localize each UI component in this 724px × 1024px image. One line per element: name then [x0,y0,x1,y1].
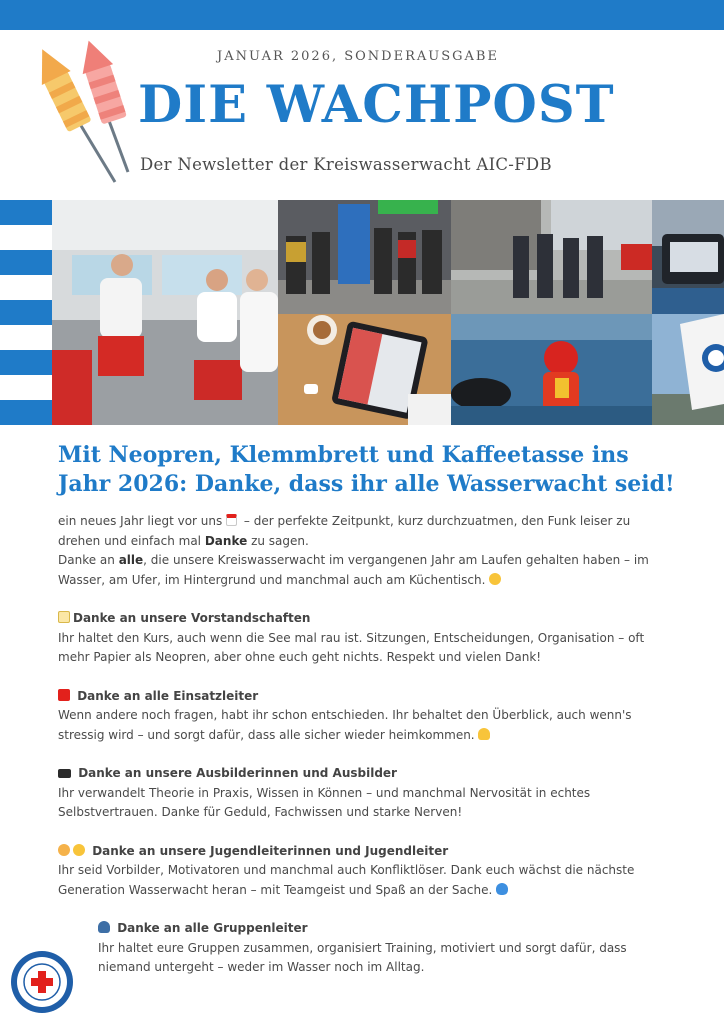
intro-paragraph-2: Danke an alle, die unsere Kreiswasserwacht im vergangenen Jahr am Laufen gehalten haben – im Wasser, am Ufer, im Hintergrund und manchmal auch am Küchentisch. [58,553,649,587]
winking-face-icon [489,573,501,585]
photo-water-rescue [451,314,652,425]
blue-heart-icon [496,883,508,895]
section-gruppenleiter: Danke an alle Gruppenleiter Ihr haltet eure Gruppen zusammen, organisiert Training, motiviert und sorgt dafür, dass niemand untergeht – weder im Wasser noch im Alltag. [98,921,627,974]
intro-paragraph-1: ein neues Jahr liegt vor uns – der perfekte Zeitpunkt, kurz durchzuatmen, den Funk leiser zu drehen und einfach mal Danke zu sagen. [58,514,631,548]
section-ausbilder: Danke an unsere Ausbilderinnen und Ausbilder Ihr verwandelt Theorie in Praxis, Wissen in Können – und manchmal Nervosität in echtes Selbstvertrauen. Danke für Geduld, Fachwissen und starke Nerven! [58,766,591,819]
siren-icon [58,689,70,701]
child-icon [73,844,85,856]
flexed-biceps-icon [478,728,490,740]
calendar-icon [226,514,237,526]
people-icon [98,921,110,933]
wasserwacht-logo [10,950,74,1014]
memo-icon [58,611,70,623]
child-icon [58,844,70,856]
article-body [58,512,668,978]
rockets-illustration [20,36,135,188]
decorative-stripes [0,200,52,425]
main-headline: Mit Neopren, Klemmbrett und Kaffeetasse ins Jahr 2026: Danke, dass ihr alle Wasserwacht seid! [58,442,675,497]
issue-date: JANUAR 2026, SONDERAUSGABE [217,49,499,64]
photo-boat-cabin [52,200,278,425]
section-einsatzleiter: Danke an alle Einsatzleiter Wenn andere noch fragen, habt ihr schon entschieden. Ihr behaltet den Überblick, auch wenn's stressig wird – und sorgt dafür, dass alle sicher wieder heimkommen. [58,688,632,742]
section-vorstand: Danke an unsere Vorstandschaften Ihr haltet den Kurs, auch wenn die See mal rau ist. Sitzungen, Entscheidungen, Organisation – oft mehr Papier als Neopren, aber ohne euch geht nichts. Respekt und vielen Dank! [58,611,645,664]
photo-vehicle-dashboard [652,200,724,314]
photo-group-event [278,200,451,314]
newsletter-title: DIE WACHPOST [138,75,615,135]
photo-firefighters [451,200,652,314]
section-jugendleiter: Danke an unsere Jugendleiterinnen und Jugendleiter Ihr seid Vorbilder, Motivatoren und manchmal auch Konfliktlöser. Dank euch wächst die nächste Generation Wasserwacht heran – mit Teamgeist und Spaß an der Sache. [58,843,635,897]
newsletter-subtitle: Der Newsletter der Kreiswasserwacht AIC-FDB [140,155,552,174]
photo-tablet-coffee [278,314,451,425]
graduation-cap-icon [58,769,71,778]
top-accent-bar [0,0,724,30]
photo-flag-lake [652,314,724,425]
